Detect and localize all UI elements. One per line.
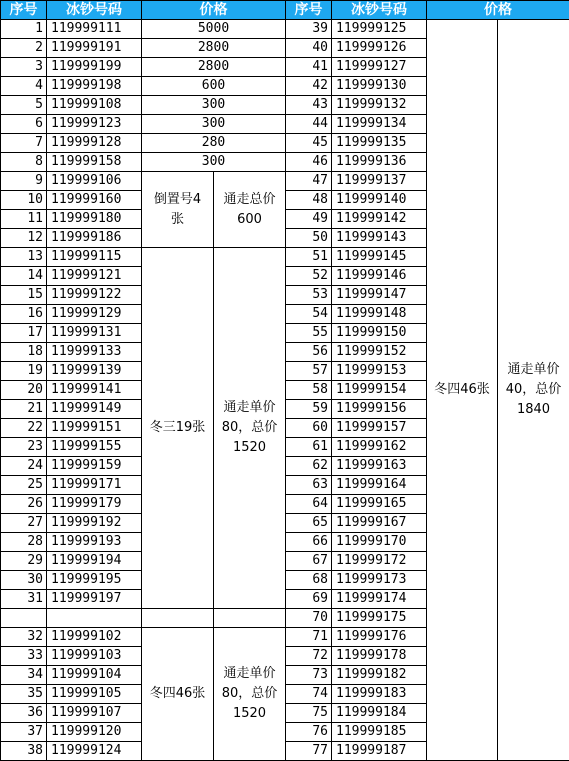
seq-cell: 22 (1, 419, 47, 438)
code-cell: 119999199 (47, 58, 142, 77)
seq-cell: 20 (1, 381, 47, 400)
code-cell: 119999133 (47, 343, 142, 362)
code-cell: 119999145 (332, 248, 427, 267)
header-code-right: 冰钞号码 (332, 1, 427, 20)
seq-cell: 46 (286, 153, 332, 172)
seq-cell: 51 (286, 248, 332, 267)
code-cell: 119999178 (332, 647, 427, 666)
code-cell: 119999173 (332, 571, 427, 590)
seq-cell: 14 (1, 267, 47, 286)
header-seq-right: 序号 (286, 1, 332, 20)
code-cell: 119999157 (332, 419, 427, 438)
price-cell: 300 (142, 153, 286, 172)
code-cell: 119999180 (47, 210, 142, 229)
code-cell: 119999192 (47, 514, 142, 533)
code-cell: 119999136 (332, 153, 427, 172)
code-cell: 119999164 (332, 476, 427, 495)
seq-cell: 57 (286, 362, 332, 381)
price-cell: 600 (142, 77, 286, 96)
seq-cell: 39 (286, 20, 332, 39)
code-cell: 119999184 (332, 704, 427, 723)
code-cell: 119999131 (47, 324, 142, 343)
code-cell: 119999172 (332, 552, 427, 571)
code-cell: 119999198 (47, 77, 142, 96)
seq-cell: 29 (1, 552, 47, 571)
seq-cell: 55 (286, 324, 332, 343)
code-cell: 119999139 (47, 362, 142, 381)
code-cell: 119999102 (47, 628, 142, 647)
blank-cell (142, 609, 214, 628)
seq-cell: 10 (1, 191, 47, 210)
seq-cell: 58 (286, 381, 332, 400)
code-cell: 119999195 (47, 571, 142, 590)
seq-cell: 45 (286, 134, 332, 153)
seq-cell: 7 (1, 134, 47, 153)
seq-cell: 70 (286, 609, 332, 628)
code-cell: 119999156 (332, 400, 427, 419)
code-cell: 119999130 (332, 77, 427, 96)
code-cell: 119999125 (332, 20, 427, 39)
code-cell: 119999159 (47, 457, 142, 476)
seq-cell: 76 (286, 723, 332, 742)
code-cell: 119999194 (47, 552, 142, 571)
seq-cell: 18 (1, 343, 47, 362)
header-seq-left: 序号 (1, 1, 47, 20)
code-cell: 119999171 (47, 476, 142, 495)
seq-cell: 44 (286, 115, 332, 134)
code-cell: 119999176 (332, 628, 427, 647)
code-cell: 119999128 (47, 134, 142, 153)
header-price-left: 价格 (142, 1, 286, 20)
seq-cell: 68 (286, 571, 332, 590)
code-cell: 119999142 (332, 210, 427, 229)
group-label: 冬四46张 (427, 20, 498, 761)
seq-cell: 63 (286, 476, 332, 495)
code-cell: 119999137 (332, 172, 427, 191)
header-price-right: 价格 (427, 1, 569, 20)
price-cell: 300 (142, 96, 286, 115)
table-body (1, 20, 569, 761)
code-cell: 119999105 (47, 685, 142, 704)
price-cell: 2800 (142, 39, 286, 58)
price-cell: 300 (142, 115, 286, 134)
code-cell: 119999174 (332, 590, 427, 609)
code-cell: 119999103 (47, 647, 142, 666)
seq-cell: 71 (286, 628, 332, 647)
code-cell: 119999160 (47, 191, 142, 210)
code-cell: 119999104 (47, 666, 142, 685)
seq-cell: 50 (286, 229, 332, 248)
code-cell: 119999182 (332, 666, 427, 685)
code-cell: 119999163 (332, 457, 427, 476)
seq-cell: 1 (1, 20, 47, 39)
seq-cell: 27 (1, 514, 47, 533)
seq-cell: 11 (1, 210, 47, 229)
seq-cell: 35 (1, 685, 47, 704)
group-price: 通走总价600 (214, 172, 286, 248)
seq-cell: 61 (286, 438, 332, 457)
code-cell: 119999108 (47, 96, 142, 115)
code-cell: 119999193 (47, 533, 142, 552)
seq-cell: 36 (1, 704, 47, 723)
code-cell: 119999123 (47, 115, 142, 134)
code-cell: 119999152 (332, 343, 427, 362)
seq-cell: 5 (1, 96, 47, 115)
seq-cell: 66 (286, 533, 332, 552)
seq-cell: 56 (286, 343, 332, 362)
code-cell: 119999165 (332, 495, 427, 514)
seq-cell: 59 (286, 400, 332, 419)
group-label: 倒置号4张 (142, 172, 214, 248)
seq-cell: 2 (1, 39, 47, 58)
group-label: 冬四46张 (142, 628, 214, 761)
code-cell: 119999129 (47, 305, 142, 324)
seq-cell: 38 (1, 742, 47, 761)
seq-cell: 37 (1, 723, 47, 742)
code-cell: 119999124 (47, 742, 142, 761)
seq-cell: 65 (286, 514, 332, 533)
code-cell: 119999127 (332, 58, 427, 77)
code-cell: 119999140 (332, 191, 427, 210)
seq-cell: 16 (1, 305, 47, 324)
code-cell: 119999155 (47, 438, 142, 457)
seq-cell: 72 (286, 647, 332, 666)
code-cell: 119999187 (332, 742, 427, 761)
code-cell: 119999191 (47, 39, 142, 58)
seq-cell: 60 (286, 419, 332, 438)
seq-cell: 30 (1, 571, 47, 590)
seq-cell: 74 (286, 685, 332, 704)
code-cell: 119999162 (332, 438, 427, 457)
code-cell: 119999115 (47, 248, 142, 267)
code-cell: 119999170 (332, 533, 427, 552)
seq-cell: 41 (286, 58, 332, 77)
code-cell: 119999122 (47, 286, 142, 305)
code-cell: 119999120 (47, 723, 142, 742)
seq-cell: 9 (1, 172, 47, 191)
seq-cell: 6 (1, 115, 47, 134)
header-row (1, 1, 569, 20)
code-cell: 119999183 (332, 685, 427, 704)
seq-cell: 47 (286, 172, 332, 191)
code-cell: 119999147 (332, 286, 427, 305)
seq-cell: 73 (286, 666, 332, 685)
seq-cell: 19 (1, 362, 47, 381)
seq-cell: 75 (286, 704, 332, 723)
seq-cell: 49 (286, 210, 332, 229)
seq-cell: 4 (1, 77, 47, 96)
code-cell: 119999134 (332, 115, 427, 134)
seq-cell: 33 (1, 647, 47, 666)
code-cell: 119999148 (332, 305, 427, 324)
code-cell: 119999150 (332, 324, 427, 343)
seq-cell: 15 (1, 286, 47, 305)
price-cell: 5000 (142, 20, 286, 39)
seq-cell: 67 (286, 552, 332, 571)
seq-cell: 28 (1, 533, 47, 552)
seq-cell: 26 (1, 495, 47, 514)
seq-cell: 8 (1, 153, 47, 172)
seq-cell: 13 (1, 248, 47, 267)
seq-cell: 77 (286, 742, 332, 761)
code-cell: 119999135 (332, 134, 427, 153)
group-price: 通走单价80，总价1520 (214, 248, 286, 609)
seq-cell: 32 (1, 628, 47, 647)
code-cell: 119999179 (47, 495, 142, 514)
price-cell: 2800 (142, 58, 286, 77)
code-cell: 119999141 (47, 381, 142, 400)
seq-cell: 48 (286, 191, 332, 210)
code-cell: 119999121 (47, 267, 142, 286)
code-cell: 119999186 (47, 229, 142, 248)
seq-cell: 54 (286, 305, 332, 324)
code-cell: 119999167 (332, 514, 427, 533)
blank-cell (214, 609, 286, 628)
code-cell: 119999175 (332, 609, 427, 628)
header-code-left: 冰钞号码 (47, 1, 142, 20)
seq-cell: 62 (286, 457, 332, 476)
seq-cell: 12 (1, 229, 47, 248)
code-cell: 119999151 (47, 419, 142, 438)
code-cell: 119999153 (332, 362, 427, 381)
seq-cell: 43 (286, 96, 332, 115)
code-cell: 119999143 (332, 229, 427, 248)
group-label: 冬三19张 (142, 248, 214, 609)
code-cell: 119999111 (47, 20, 142, 39)
seq-cell: 31 (1, 590, 47, 609)
code-cell: 119999132 (332, 96, 427, 115)
seq-cell: 17 (1, 324, 47, 343)
seq-cell: 64 (286, 495, 332, 514)
table-row (1, 20, 569, 39)
seq-cell: 25 (1, 476, 47, 495)
seq-cell: 23 (1, 438, 47, 457)
code-cell: 119999185 (332, 723, 427, 742)
code-cell: 119999146 (332, 267, 427, 286)
seq-cell: 69 (286, 590, 332, 609)
group-price: 通走单价40，总价1840 (498, 20, 569, 761)
code-cell: 119999158 (47, 153, 142, 172)
seq-cell: 34 (1, 666, 47, 685)
code-cell: 119999126 (332, 39, 427, 58)
code-cell: 119999149 (47, 400, 142, 419)
price-cell: 280 (142, 134, 286, 153)
group-price: 通走单价80，总价1520 (214, 628, 286, 761)
seq-cell: 3 (1, 58, 47, 77)
blank-cell (47, 609, 142, 628)
seq-cell: 52 (286, 267, 332, 286)
code-cell: 119999106 (47, 172, 142, 191)
blank-cell (1, 609, 47, 628)
seq-cell: 40 (286, 39, 332, 58)
code-cell: 119999107 (47, 704, 142, 723)
seq-cell: 21 (1, 400, 47, 419)
code-cell: 119999197 (47, 590, 142, 609)
seq-cell: 53 (286, 286, 332, 305)
code-cell: 119999154 (332, 381, 427, 400)
seq-cell: 42 (286, 77, 332, 96)
seq-cell: 24 (1, 457, 47, 476)
